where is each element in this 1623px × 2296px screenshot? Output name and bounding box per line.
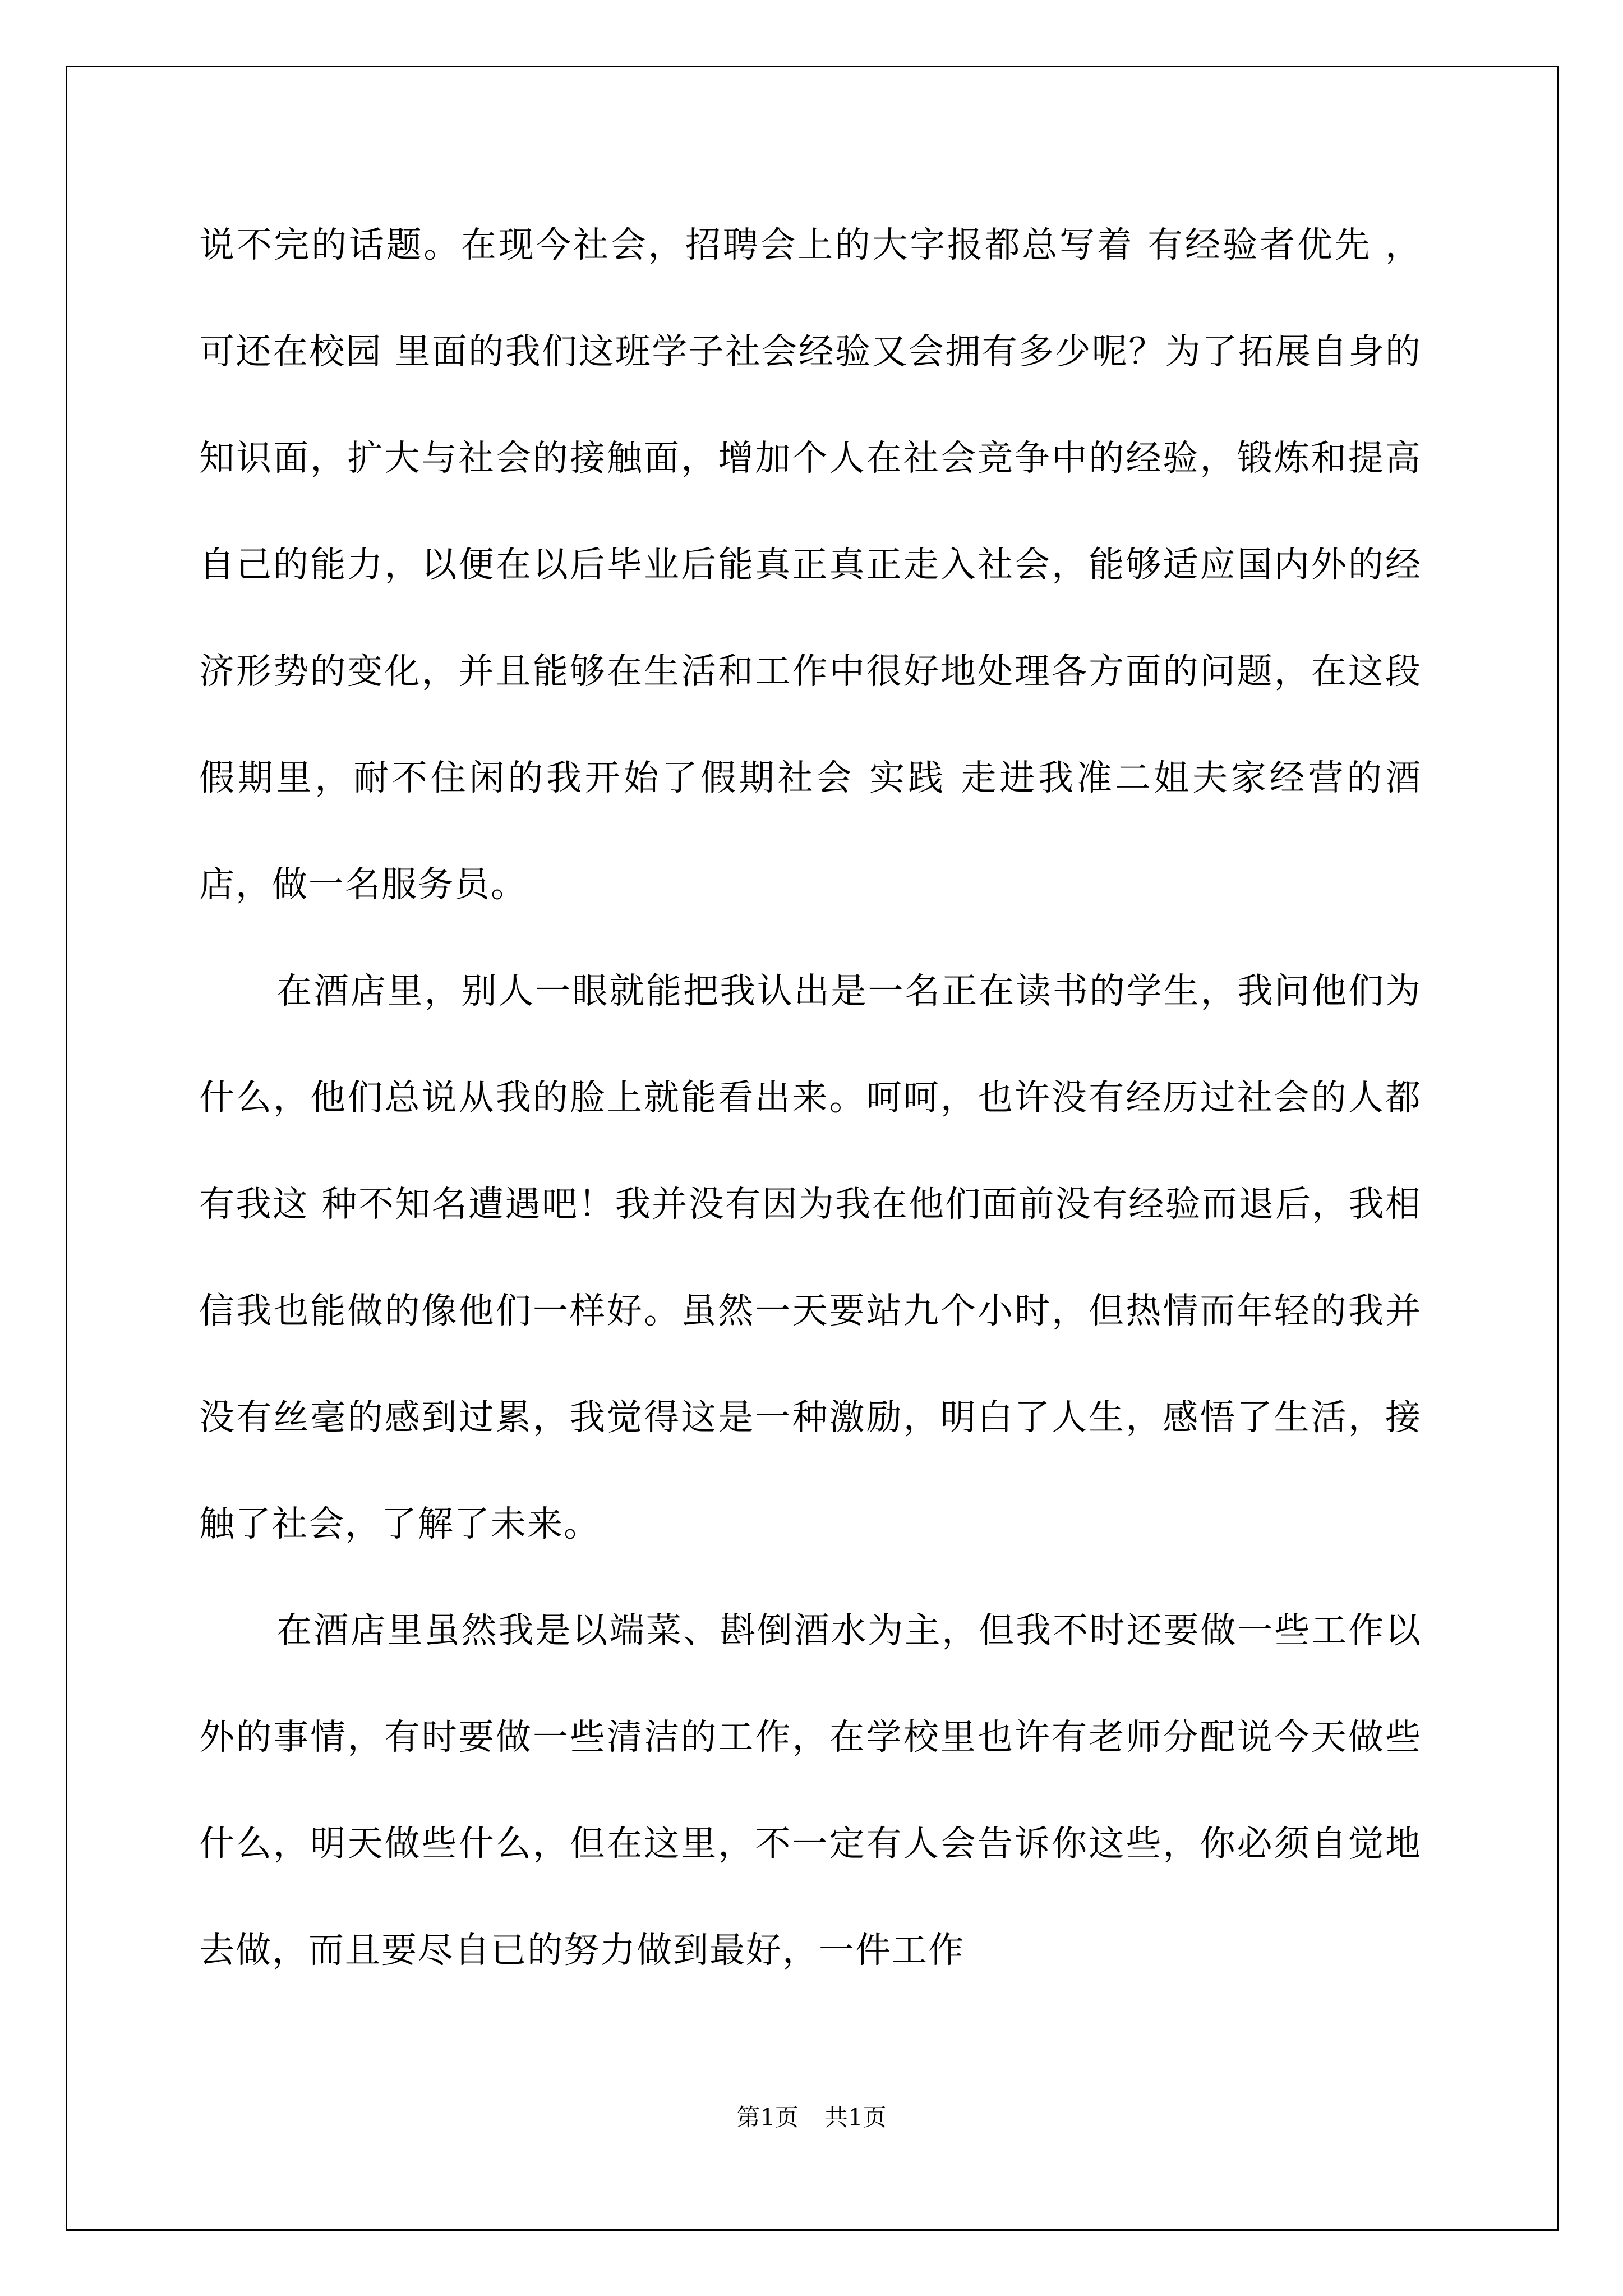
paragraph-3: 在酒店里虽然我是以端菜、斟倒酒水为主，但我不时还要做一些工作以外的事情，有时要做一些清洁的工作，在学校里也许有老师分配说今天做些什么，明天做些什么，但在这里，不一定有人会告诉你这些，你必须自觉地去做，而且要尽自已的努力做到最好，一件工作 (199, 1610, 1422, 1971)
page-footer (0, 2099, 1623, 2133)
page-total: 共1页 (824, 2104, 887, 2131)
document-body (199, 192, 1422, 2004)
paragraph-1: 说不完的话题。在现今社会，招聘会上的大字报都总写着 有经验者优先 ，可还在校园 里面的我们这班学子社会经验又会拥有多少呢？为了拓展自身的知识面，扩大与社会的接触面，增加个人在社会竞争中的经验，锻炼和提高自己的能力，以便在以后毕业后能真正真正走入社会，能够适应国内外的经济形势的变化，并且能够在生活和工作中很好地处理各方面的问题，在这段假期里，耐不住闲的我开始了假期社会 实践 走进我准二姐夫家经营的酒店，做一名服务员。 (199, 224, 1422, 905)
page-number: 第1页 (736, 2104, 799, 2131)
paragraph-2: 在酒店里，别人一眼就能把我认出是一名正在读书的学生，我问他们为什么，他们总说从我的脸上就能看出来。呵呵，也许没有经历过社会的人都有我这 种不知名遭遇吧！我并没有因为我在他们面前没有经验而退后，我相信我也能做的像他们一样好。虽然一天要站九个小时，但热情而年轻的我并没有丝毫的感到过累，我觉得这是一种激励，明白了人生，感悟了生活，接触了社会，了解了未来。 (199, 970, 1422, 1544)
